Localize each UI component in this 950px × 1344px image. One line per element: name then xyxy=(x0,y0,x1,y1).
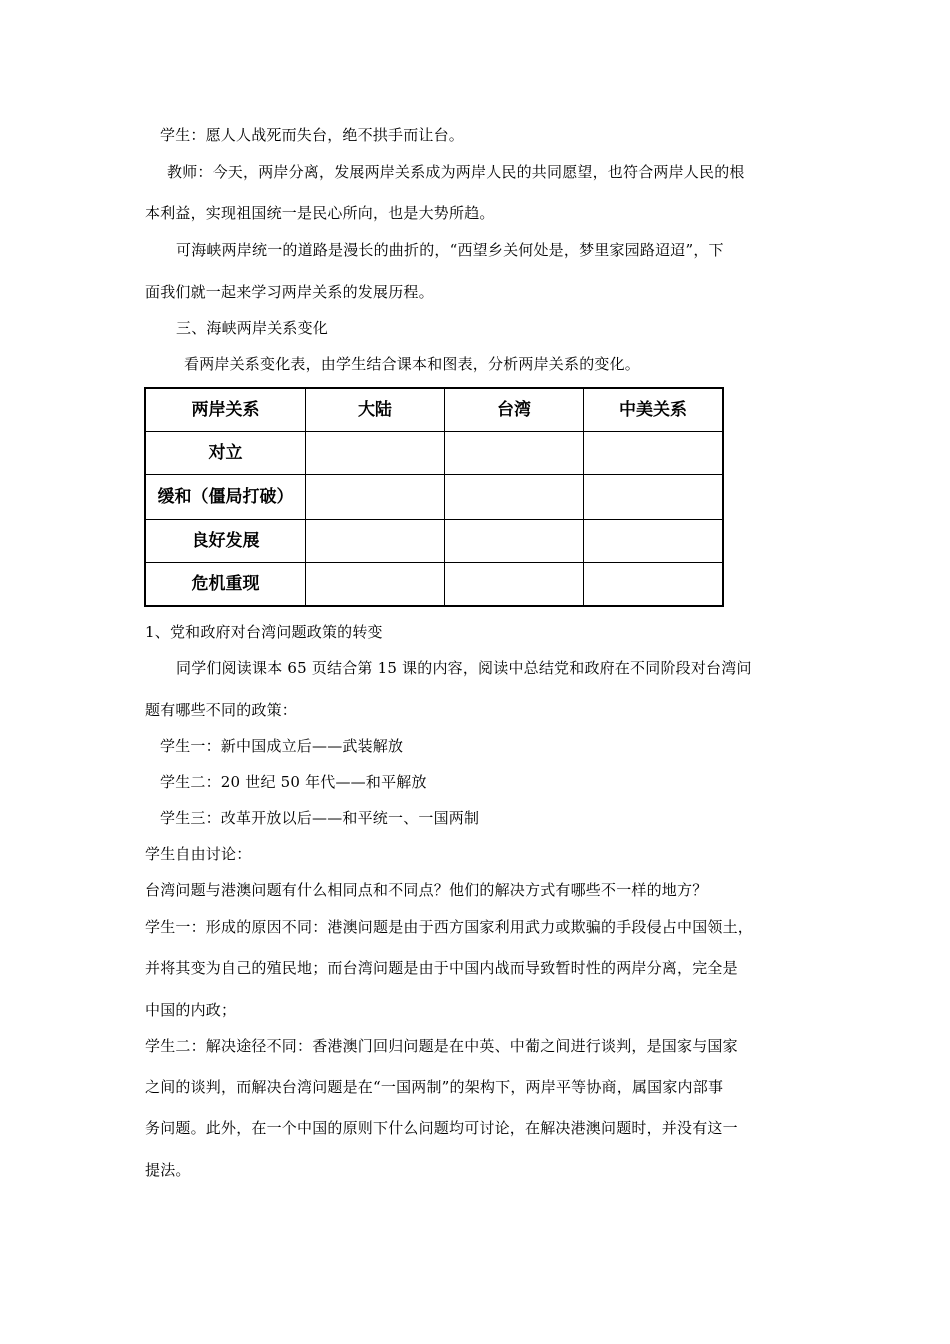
table-row xyxy=(145,563,723,607)
cross-strait-relations-table xyxy=(144,387,724,607)
table-cell xyxy=(305,475,444,520)
paragraph-line-2: 面我们就一起来学习两岸关系的发展历程。 xyxy=(145,283,434,301)
row-label: 对立 xyxy=(145,432,305,475)
table-row xyxy=(145,475,723,520)
table-cell xyxy=(583,432,723,475)
row-label: 危机重现 xyxy=(145,563,305,607)
reading-instruction-line-2: 题有哪些不同的政策： xyxy=(145,701,298,719)
student-answer-1: 学生一：新中国成立后——武装解放 xyxy=(160,737,404,755)
row-label: 良好发展 xyxy=(145,520,305,563)
discussion-answer-1-line-1: 学生一：形成的原因不同：港澳问题是由于西方国家利用武力或欺骗的手段侵占中国领土， xyxy=(145,918,754,936)
discussion-heading: 学生自由讨论： xyxy=(145,845,252,863)
table-cell xyxy=(583,475,723,520)
table-row xyxy=(145,520,723,563)
teacher-paragraph-line-1: 教师：今天，两岸分离，发展两岸关系成为两岸人民的共同愿望，也符合两岸人民的根 xyxy=(167,163,745,181)
student-answer-3: 学生三：改革开放以后——和平统一、一国两制 xyxy=(160,809,480,827)
discussion-question: 台湾问题与港澳问题有什么相同点和不同点？他们的解决方式有哪些不一样的地方？ xyxy=(145,881,708,899)
paragraph-line-1: 可海峡两岸统一的道路是漫长的曲折的，“西望乡关何处是，梦里家园路迢迢”，下 xyxy=(176,241,724,259)
table-cell xyxy=(305,520,444,563)
table-header-cell: 中美关系 xyxy=(583,388,723,432)
student-answer-2: 学生二：20 世纪 50 年代——和平解放 xyxy=(160,773,427,791)
discussion-answer-2-line-3: 务问题。此外，在一个中国的原则下什么问题均可讨论，在解决港澳问题时，并没有这一 xyxy=(145,1119,738,1137)
table-cell xyxy=(583,520,723,563)
table-cell xyxy=(305,563,444,607)
row-label: 缓和（僵局打破） xyxy=(145,475,305,520)
table-cell xyxy=(444,520,583,563)
table-cell xyxy=(583,563,723,607)
table-intro: 看两岸关系变化表，由学生结合课本和图表，分析两岸关系的变化。 xyxy=(184,355,641,373)
discussion-answer-1-line-3: 中国的内政； xyxy=(145,1001,237,1019)
table-row xyxy=(145,432,723,475)
table-cell xyxy=(444,432,583,475)
student-quote: 学生：愿人人战死而失台，绝不拱手而让台。 xyxy=(160,126,465,144)
table-cell xyxy=(444,563,583,607)
table-cell xyxy=(444,475,583,520)
discussion-answer-2-line-2: 之间的谈判，而解决台湾问题是在“一国两制”的架构下，两岸平等协商，属国家内部事 xyxy=(145,1078,724,1096)
discussion-answer-2-line-1: 学生二：解决途径不同：香港澳门回归问题是在中英、中葡之间进行谈判，是国家与国家 xyxy=(145,1037,738,1055)
table-header-cell: 台湾 xyxy=(444,388,583,432)
teacher-paragraph-line-2: 本利益，实现祖国统一是民心所向，也是大势所趋。 xyxy=(145,204,495,222)
table-header-cell: 两岸关系 xyxy=(145,388,305,432)
reading-instruction-line-1: 同学们阅读课本 65 页结合第 15 课的内容，阅读中总结党和政府在不同阶段对台湾问 xyxy=(176,659,752,677)
table-cell xyxy=(305,432,444,475)
section-heading: 三、海峡两岸关系变化 xyxy=(176,319,329,337)
subsection-heading: 1、党和政府对台湾问题政策的转变 xyxy=(145,623,383,641)
table-header-cell: 大陆 xyxy=(305,388,444,432)
table-header-row xyxy=(145,388,723,432)
discussion-answer-2-line-4: 提法。 xyxy=(145,1161,191,1179)
discussion-answer-1-line-2: 并将其变为自己的殖民地；而台湾问题是由于中国内战而导致暂时性的两岸分离，完全是 xyxy=(145,959,738,977)
